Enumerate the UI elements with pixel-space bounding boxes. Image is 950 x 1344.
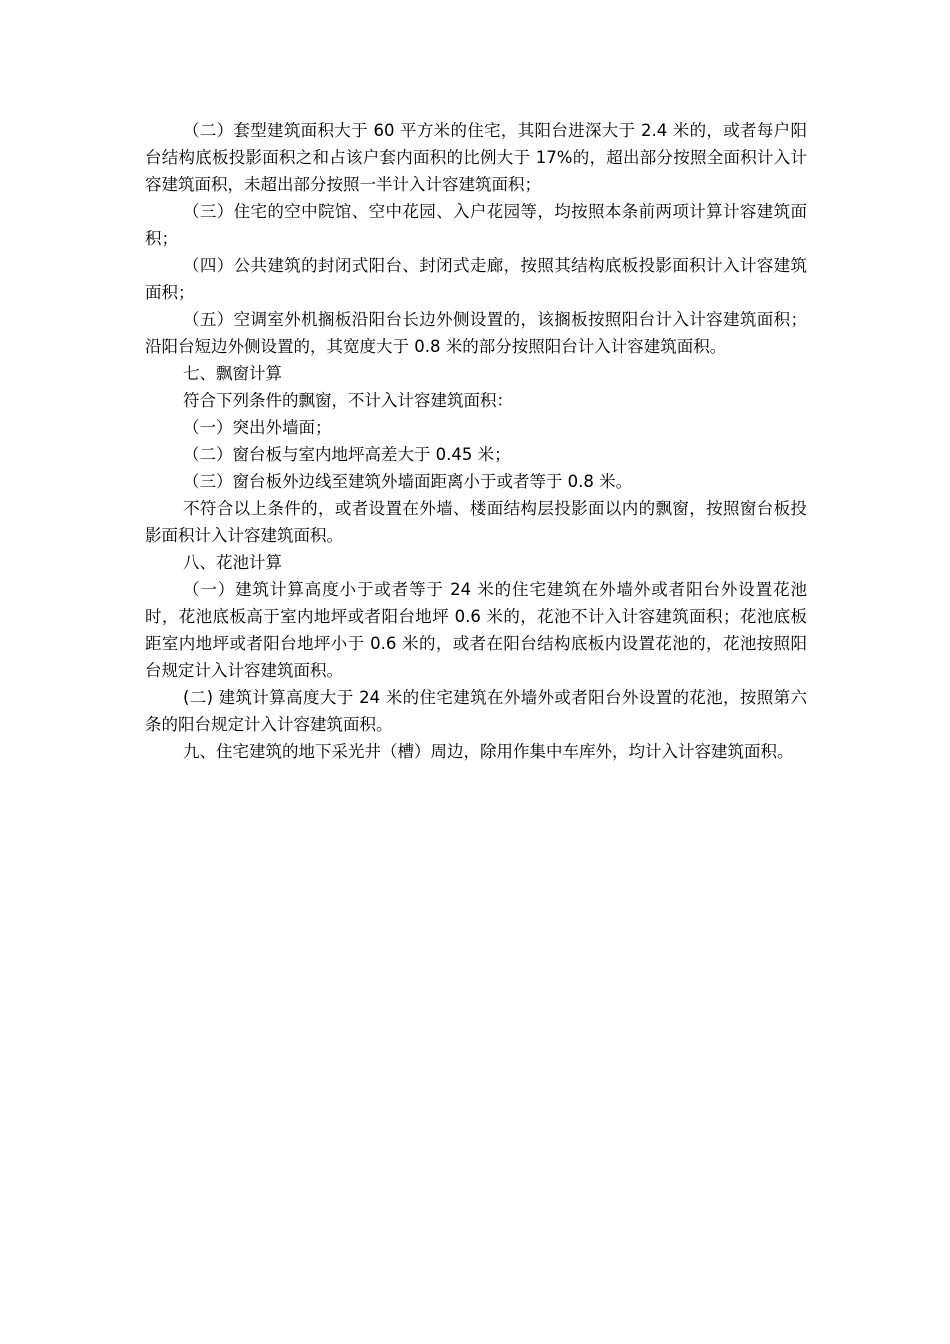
paragraph-bay-window-intro: 符合下列条件的飘窗，不计入计容建筑面积： bbox=[182, 391, 513, 410]
paragraph-bay-window-condition-1: （一）突出外墙面； bbox=[182, 418, 332, 437]
section-heading-flower-bed: 八、花池计算 bbox=[182, 553, 282, 572]
paragraph-bay-window-condition-2: （二）窗台板与室内地坪高差大于 0.45 米； bbox=[182, 445, 511, 464]
section-heading-bay-window: 七、飘窗计算 bbox=[182, 364, 282, 383]
paragraph-flower-bed-item-1: （一）建筑计算高度小于或者等于 24 米的住宅建筑在外墙外或者阳台外设置花池时，花池底板高于室内地坪或者阳台地坪 0.6 米的，花池不计入计容建筑面积；花池底板距室内地坪或者阳台地坪小于 0.6 米的，或者在阳台结构底板内设置花池的，花池按照阳台规定计入计容建筑面积。 bbox=[145, 580, 807, 680]
paragraph-item-5-ac-shelf: （五）空调室外机搁板沿阳台长边外侧设置的，该搁板按照阳台计入计容建筑面积；沿阳台短边外侧设置的，其宽度大于 0.8 米的部分按照阳台计入计容建筑面积。 bbox=[145, 310, 807, 356]
paragraph-item-3-sky-garden: （三）住宅的空中院馆、空中花园、入户花园等，均按照本条前两项计算计容建筑面积； bbox=[145, 202, 807, 248]
paragraph-item-2-balcony-depth: （二）套型建筑面积大于 60 平方米的住宅，其阳台进深大于 2.4 米的，或者每户阳台结构底板投影面积之和占该户套内面积的比例大于 17%的，超出部分按照全面积计入计容建筑面积，未超出部分按照一半计入计容建筑面积； bbox=[145, 121, 807, 194]
document-body bbox=[145, 117, 807, 765]
paragraph-bay-window-otherwise: 不符合以上条件的，或者设置在外墙、楼面结构层投影面以内的飘窗，按照窗台板投影面积计入计容建筑面积。 bbox=[145, 499, 807, 545]
paragraph-section-9-lightwell: 九、住宅建筑的地下采光井（槽）周边，除用作集中车库外，均计入计容建筑面积。 bbox=[182, 742, 794, 761]
paragraph-item-4-enclosed-balcony: （四）公共建筑的封闭式阳台、封闭式走廊，按照其结构底板投影面积计入计容建筑面积； bbox=[145, 256, 807, 302]
paragraph-flower-bed-item-2: (二) 建筑计算高度大于 24 米的住宅建筑在外墙外或者阳台外设置的花池，按照第六条的阳台规定计入计容建筑面积。 bbox=[145, 688, 807, 734]
paragraph-bay-window-condition-3: （三）窗台板外边线至建筑外墙面距离小于或者等于 0.8 米。 bbox=[182, 472, 633, 491]
